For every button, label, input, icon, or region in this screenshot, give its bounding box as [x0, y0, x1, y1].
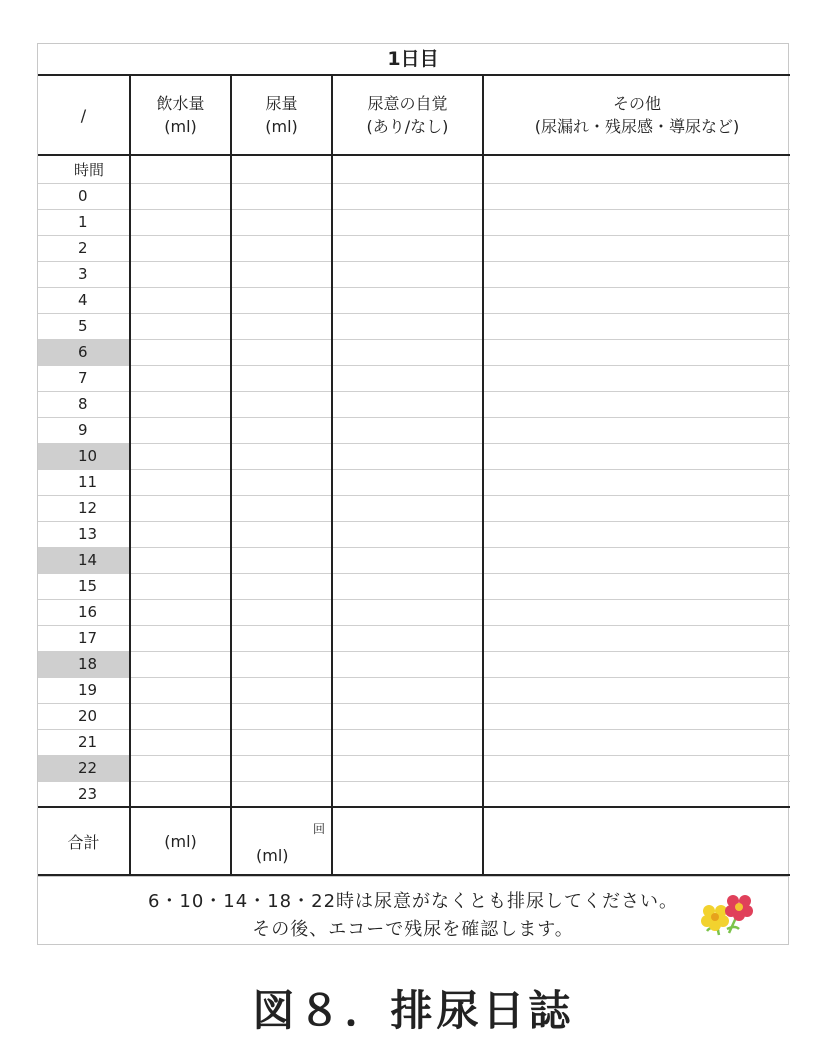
hour-row: [38, 235, 790, 261]
cell-drink[interactable]: [130, 209, 231, 235]
hour-label: 19: [38, 677, 130, 703]
cell-other[interactable]: [483, 287, 790, 313]
hour-row: [38, 755, 790, 781]
cell-other[interactable]: [483, 417, 790, 443]
header-drink: 飲水量 (ml): [130, 75, 231, 155]
hour-row: [38, 365, 790, 391]
cell-urine[interactable]: [231, 625, 332, 651]
cell-urge[interactable]: [332, 391, 483, 417]
cell-urge[interactable]: [332, 677, 483, 703]
cell-urine[interactable]: [231, 755, 332, 781]
header-row: [38, 75, 790, 155]
cell-urge[interactable]: [332, 755, 483, 781]
cell-urine[interactable]: [231, 417, 332, 443]
cell-other[interactable]: [483, 729, 790, 755]
cell-drink[interactable]: [130, 155, 231, 183]
cell-urine[interactable]: [231, 287, 332, 313]
cell-other[interactable]: [483, 365, 790, 391]
hour-row: [38, 183, 790, 209]
hour-row: [38, 625, 790, 651]
hour-label: 0: [38, 183, 130, 209]
instruction-note: [38, 876, 788, 946]
cell-urge[interactable]: [332, 313, 483, 339]
cell-other[interactable]: [483, 469, 790, 495]
note-line-2: その後、エコーで残尿を確認します。: [252, 919, 574, 940]
hour-label: 13: [38, 521, 130, 547]
hour-label: 21: [38, 729, 130, 755]
cell-urge[interactable]: [332, 417, 483, 443]
cell-urine[interactable]: [231, 209, 332, 235]
hour-row: [38, 261, 790, 287]
cell-other[interactable]: [483, 235, 790, 261]
cell-drink[interactable]: [130, 365, 231, 391]
hour-row: [38, 703, 790, 729]
cell-urge[interactable]: [332, 469, 483, 495]
cell-drink[interactable]: [130, 729, 231, 755]
cell-drink[interactable]: [130, 287, 231, 313]
header-other: その他 (尿漏れ・残尿感・導尿など): [483, 75, 790, 155]
cell-other[interactable]: [483, 155, 790, 183]
time-label-row: [38, 155, 790, 183]
cell-other[interactable]: [483, 755, 790, 781]
cell-drink[interactable]: [130, 495, 231, 521]
hour-label: 20: [38, 703, 130, 729]
cell-urge[interactable]: [332, 209, 483, 235]
cell-other[interactable]: [483, 651, 790, 677]
cell-urge[interactable]: [332, 547, 483, 573]
hour-label: 2: [38, 235, 130, 261]
cell-other[interactable]: [483, 521, 790, 547]
hour-row: [38, 443, 790, 469]
cell-other[interactable]: [483, 339, 790, 365]
cell-drink[interactable]: [130, 547, 231, 573]
cell-other[interactable]: [483, 573, 790, 599]
cell-other[interactable]: [483, 677, 790, 703]
day-title: 1日目: [387, 48, 439, 70]
cell-drink[interactable]: [130, 469, 231, 495]
diary-table: [38, 74, 790, 876]
cell-urine[interactable]: [231, 547, 332, 573]
cell-urge[interactable]: [332, 599, 483, 625]
cell-urge[interactable]: [332, 703, 483, 729]
cell-urine[interactable]: [231, 573, 332, 599]
cell-urge[interactable]: [332, 495, 483, 521]
header-urine: 尿量 (ml): [231, 75, 332, 155]
hour-row: [38, 339, 790, 365]
hour-label: 8: [38, 391, 130, 417]
cell-drink[interactable]: [130, 183, 231, 209]
hour-label: 6: [38, 339, 130, 365]
total-other-cell[interactable]: [483, 807, 790, 875]
hour-row: [38, 547, 790, 573]
total-drink-cell[interactable]: [130, 807, 231, 875]
hour-row: [38, 521, 790, 547]
cell-drink[interactable]: [130, 313, 231, 339]
hour-row: [38, 729, 790, 755]
hour-row: [38, 495, 790, 521]
cell-drink[interactable]: [130, 755, 231, 781]
hour-label: 9: [38, 417, 130, 443]
hour-row: [38, 391, 790, 417]
hour-row: [38, 599, 790, 625]
cell-urge[interactable]: [332, 625, 483, 651]
hour-label: 1: [38, 209, 130, 235]
total-urine-cell[interactable]: [231, 807, 332, 875]
hour-label: 12: [38, 495, 130, 521]
cell-urge[interactable]: [332, 339, 483, 365]
cell-urine[interactable]: [231, 261, 332, 287]
cell-drink[interactable]: [130, 339, 231, 365]
cell-urge[interactable]: [332, 573, 483, 599]
hour-label: 18: [38, 651, 130, 677]
cell-other[interactable]: [483, 443, 790, 469]
cell-urine[interactable]: [231, 313, 332, 339]
cell-urge[interactable]: [332, 155, 483, 183]
cell-drink[interactable]: [130, 651, 231, 677]
flowers-icon: [693, 891, 763, 939]
cell-drink[interactable]: [130, 443, 231, 469]
cell-urine[interactable]: [231, 651, 332, 677]
hour-label: 3: [38, 261, 130, 287]
total-urge-cell[interactable]: [332, 807, 483, 875]
cell-urine[interactable]: [231, 235, 332, 261]
cell-urge[interactable]: [332, 729, 483, 755]
hour-label: 15: [38, 573, 130, 599]
cell-drink[interactable]: [130, 677, 231, 703]
cell-drink[interactable]: [130, 703, 231, 729]
cell-urge[interactable]: [332, 235, 483, 261]
cell-drink[interactable]: [130, 417, 231, 443]
cell-urge[interactable]: [332, 365, 483, 391]
total-urine-count-unit: 回: [312, 822, 325, 836]
cell-drink[interactable]: [130, 599, 231, 625]
cell-drink[interactable]: [130, 573, 231, 599]
hour-row: [38, 417, 790, 443]
cell-other[interactable]: [483, 261, 790, 287]
cell-other[interactable]: [483, 313, 790, 339]
cell-other[interactable]: [483, 209, 790, 235]
hour-label: 14: [38, 547, 130, 573]
cell-urge[interactable]: [332, 521, 483, 547]
header-urge: 尿意の自覚 (あり/なし): [332, 75, 483, 155]
cell-other[interactable]: [483, 625, 790, 651]
hour-label: 11: [38, 469, 130, 495]
total-drink-unit: (ml): [164, 831, 197, 851]
header-slash: /: [38, 75, 130, 155]
cell-urge[interactable]: [332, 287, 483, 313]
hour-row: [38, 313, 790, 339]
cell-urge[interactable]: [332, 651, 483, 677]
hour-row: [38, 573, 790, 599]
cell-urine[interactable]: [231, 443, 332, 469]
hour-label: 10: [38, 443, 130, 469]
cell-drink[interactable]: [130, 781, 231, 807]
hour-label: 7: [38, 365, 130, 391]
cell-urine[interactable]: [231, 469, 332, 495]
cell-urine[interactable]: [231, 521, 332, 547]
hour-row: [38, 781, 790, 807]
hour-row: [38, 651, 790, 677]
cell-urine[interactable]: [231, 339, 332, 365]
cell-drink[interactable]: [130, 521, 231, 547]
cell-other[interactable]: [483, 781, 790, 807]
cell-urine[interactable]: [231, 781, 332, 807]
hour-row: [38, 209, 790, 235]
cell-urine[interactable]: [231, 677, 332, 703]
hour-label: 23: [38, 781, 130, 807]
cell-other[interactable]: [483, 703, 790, 729]
urination-diary-sheet: [37, 43, 789, 945]
time-label: 時間: [38, 155, 130, 183]
cell-urine[interactable]: [231, 391, 332, 417]
cell-other[interactable]: [483, 495, 790, 521]
cell-drink[interactable]: [130, 625, 231, 651]
cell-urge[interactable]: [332, 443, 483, 469]
cell-urine[interactable]: [231, 365, 332, 391]
figure-caption: 図８．排尿日誌: [252, 986, 575, 1035]
cell-other[interactable]: [483, 391, 790, 417]
cell-drink[interactable]: [130, 261, 231, 287]
cell-drink[interactable]: [130, 235, 231, 261]
cell-urge[interactable]: [332, 261, 483, 287]
hour-label: 22: [38, 755, 130, 781]
hour-row: [38, 287, 790, 313]
cell-urine[interactable]: [231, 729, 332, 755]
hour-label: 4: [38, 287, 130, 313]
total-urine-unit: (ml): [256, 846, 289, 865]
cell-urine[interactable]: [231, 495, 332, 521]
cell-urine[interactable]: [231, 599, 332, 625]
cell-urine[interactable]: [231, 183, 332, 209]
total-row: [38, 807, 790, 875]
hour-label: 16: [38, 599, 130, 625]
hour-label: 17: [38, 625, 130, 651]
cell-drink[interactable]: [130, 391, 231, 417]
hour-row: [38, 469, 790, 495]
cell-other[interactable]: [483, 183, 790, 209]
cell-urge[interactable]: [332, 781, 483, 807]
cell-urge[interactable]: [332, 183, 483, 209]
cell-urine[interactable]: [231, 703, 332, 729]
cell-other[interactable]: [483, 599, 790, 625]
cell-urine[interactable]: [231, 155, 332, 183]
total-label: 合計: [38, 807, 130, 875]
cell-other[interactable]: [483, 547, 790, 573]
hour-row: [38, 677, 790, 703]
hour-label: 5: [38, 313, 130, 339]
note-line-1: 6・10・14・18・22時は尿意がなくとも排尿してください。: [147, 891, 679, 912]
